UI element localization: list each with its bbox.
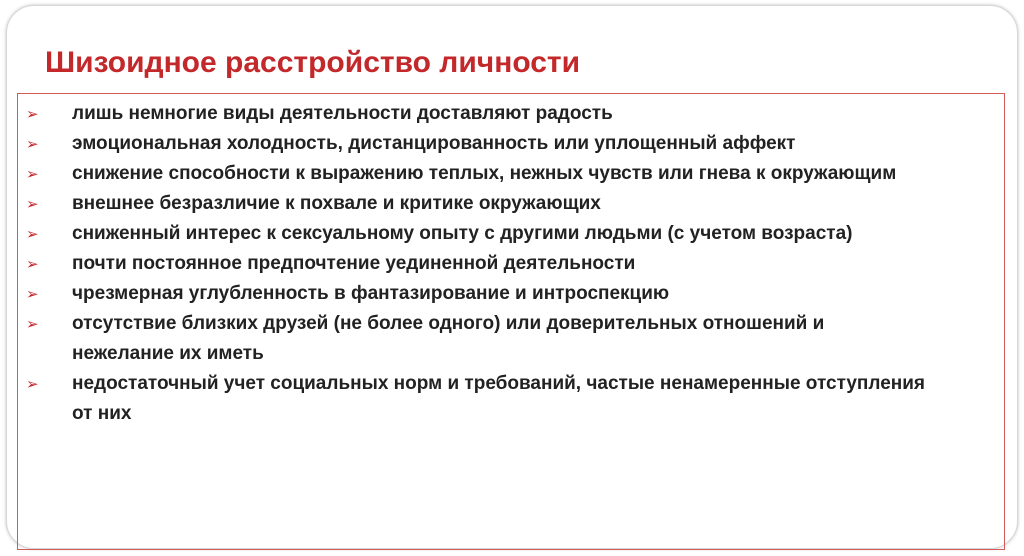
bullet-text: чрезмерная углубленность в фантазирование и интроспекцию bbox=[72, 283, 670, 304]
bullet-text: снижение способности к выражению теплых, нежных чувств или гнева к окружающим bbox=[72, 163, 897, 184]
arrowhead-bullet-icon: ➢ bbox=[26, 255, 39, 273]
list-item bbox=[26, 99, 926, 129]
list-item bbox=[26, 219, 926, 249]
bullet-text: почти постоянное предпочтение уединенной деятельности bbox=[72, 253, 636, 274]
bullet-text: внешнее безразличие к похвале и критике окружающих bbox=[72, 193, 601, 214]
list-item bbox=[26, 129, 926, 159]
bullet-text: недостаточный учет социальных норм и требований, частые ненамеренные отступления от них bbox=[72, 373, 926, 424]
bullet-text: лишь немногие виды деятельности доставляют радость bbox=[72, 103, 613, 124]
list-item bbox=[26, 309, 926, 369]
bullet-list bbox=[26, 99, 926, 429]
arrowhead-bullet-icon: ➢ bbox=[26, 375, 39, 393]
list-item bbox=[26, 189, 926, 219]
list-item bbox=[26, 159, 926, 189]
bullet-text: сниженный интерес к сексуальному опыту с другими людьми (с учетом возраста) bbox=[72, 223, 853, 244]
bullet-text: отсутствие близких друзей (не более одного) или доверительных отношений и нежелание их иметь bbox=[72, 313, 825, 364]
arrowhead-bullet-icon: ➢ bbox=[26, 285, 39, 303]
list-item bbox=[26, 369, 926, 429]
slide-frame bbox=[6, 5, 1018, 549]
arrowhead-bullet-icon: ➢ bbox=[26, 315, 39, 333]
arrowhead-bullet-icon: ➢ bbox=[26, 165, 39, 183]
slide-title: Шизоидное расстройство личности bbox=[45, 46, 581, 79]
list-item bbox=[26, 279, 926, 309]
arrowhead-bullet-icon: ➢ bbox=[26, 195, 39, 213]
bullet-text: эмоциональная холодность, дистанцированность или уплощенный аффект bbox=[72, 133, 796, 154]
content-box bbox=[17, 93, 1005, 550]
list-item bbox=[26, 249, 926, 279]
arrowhead-bullet-icon: ➢ bbox=[26, 225, 39, 243]
arrowhead-bullet-icon: ➢ bbox=[26, 105, 39, 123]
arrowhead-bullet-icon: ➢ bbox=[26, 135, 39, 153]
